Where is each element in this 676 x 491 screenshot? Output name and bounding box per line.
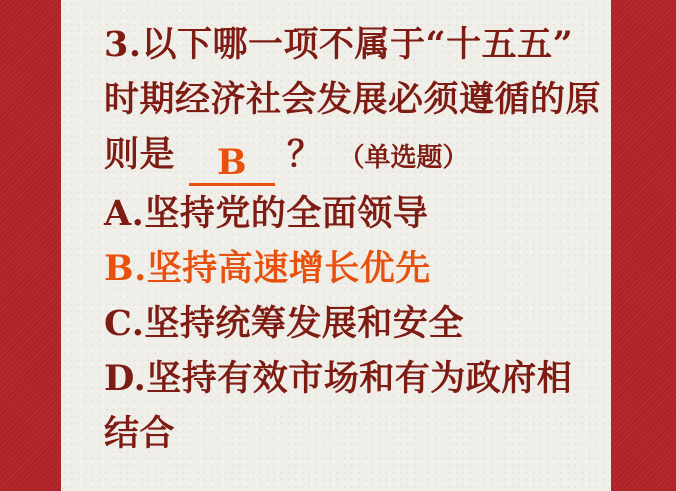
question-line-3 <box>104 127 597 186</box>
right-red-border <box>611 0 676 491</box>
question-type-label: （单选题） <box>338 143 469 173</box>
option-d: D.坚持有效市场和有为政府相 <box>104 358 573 399</box>
option-a: A.坚持党的全面领导 <box>104 193 429 234</box>
question-line-3-prefix: 则是 <box>104 134 176 175</box>
question-line-2: 时期经济社会发展必须遵循的原 <box>104 79 602 120</box>
option-d-continued: 结合 <box>104 413 176 454</box>
question-line-1: 3.以下哪一项不属于“十五五” <box>104 24 574 65</box>
answer-blank <box>189 142 275 186</box>
answer-letter: B <box>216 142 248 183</box>
option-b-highlighted: B.坚持高速增长优先 <box>104 248 431 289</box>
question-mark: ？ <box>287 134 323 175</box>
option-c: C.坚持统筹发展和安全 <box>104 303 464 344</box>
question-card <box>61 0 611 491</box>
left-red-border <box>0 0 61 491</box>
